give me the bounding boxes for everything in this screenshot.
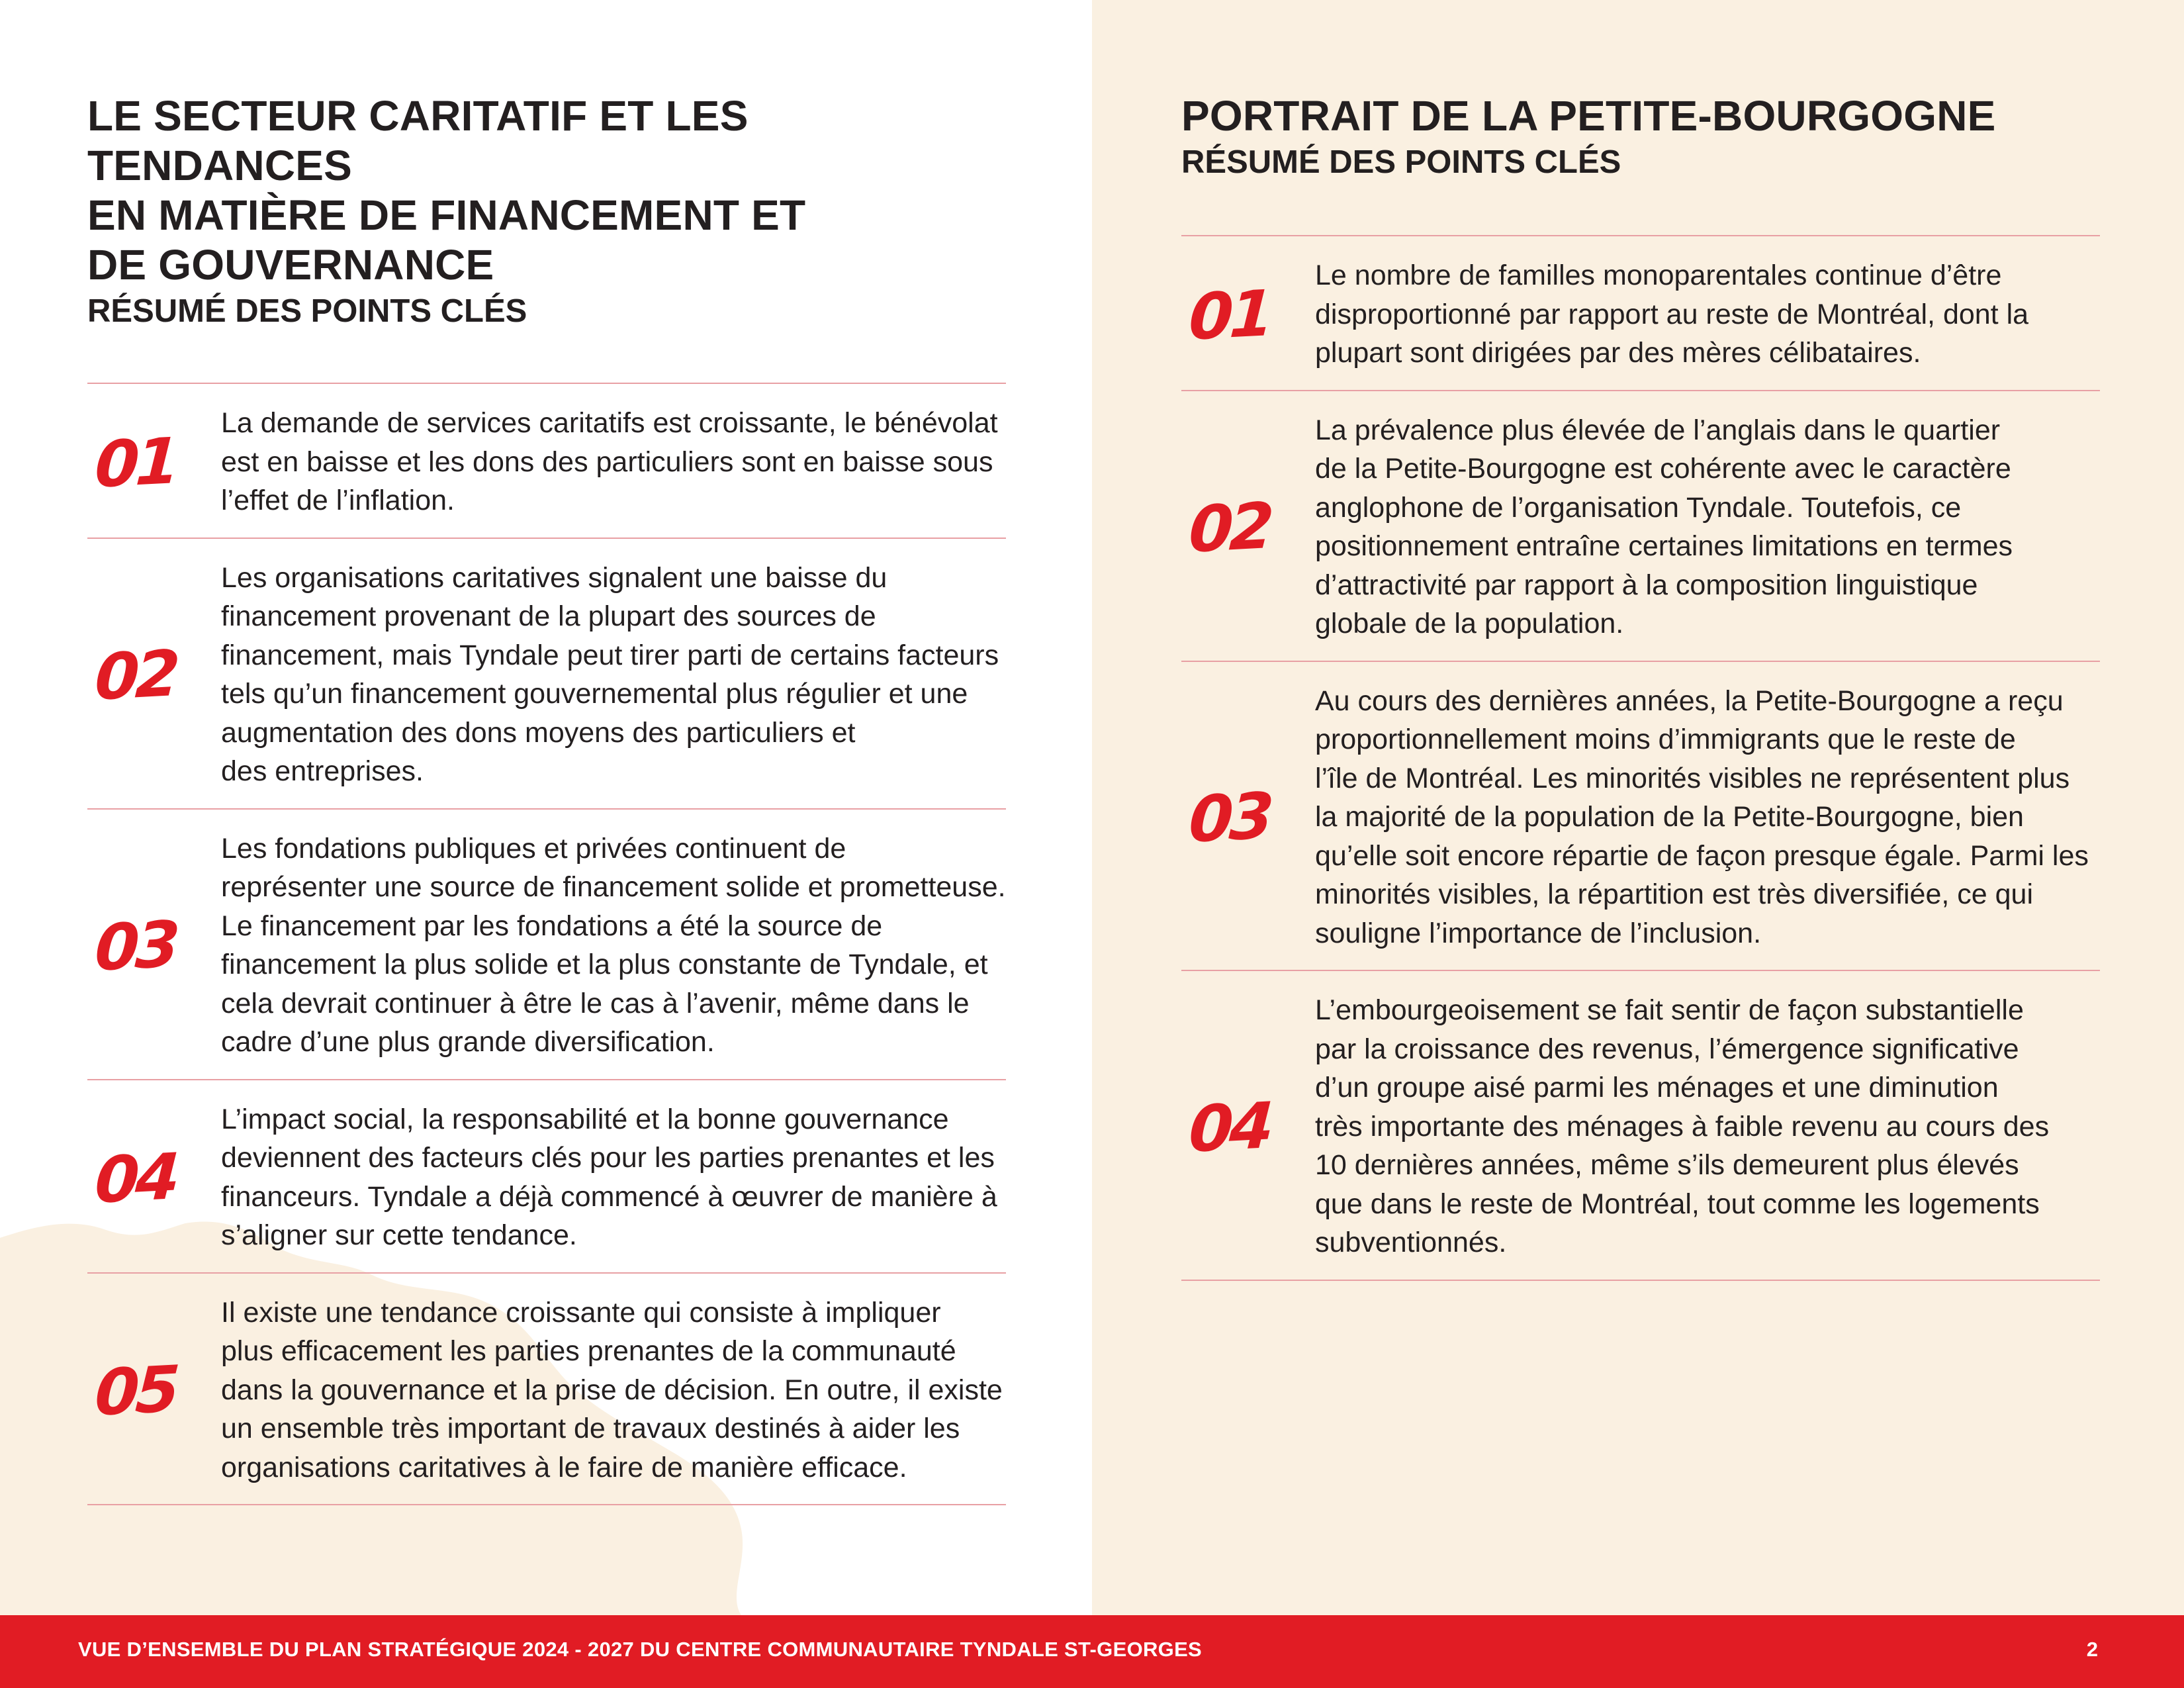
- point-number: 04: [1187, 1088, 1272, 1167]
- right-key-point: [1181, 391, 2100, 662]
- point-number: 04: [93, 1139, 178, 1218]
- right-key-point: [1181, 662, 2100, 972]
- left-key-point: [87, 810, 1006, 1080]
- point-number: 03: [1187, 778, 1272, 857]
- left-key-point: [87, 384, 1006, 539]
- right-key-points-list: [1181, 235, 2100, 1281]
- point-number: 02: [93, 636, 178, 715]
- point-number: 05: [93, 1352, 178, 1430]
- left-key-point: [87, 1274, 1006, 1506]
- point-text: Au cours des dernières années, la Petite-Bourgogne a reçu proportionnellement moins d’immigrants que le reste de l’île de Montréal. Les minorités visibles ne représentent plus la majorité de la population de la Petite-Bourgogne, bien qu’elle soit encore répartie de façon presque égale. Parmi les minorités visibles, la répartition est très diversifiée, ce qui souligne l’importance de l’inclusion.: [1315, 684, 2089, 949]
- left-key-point: [87, 539, 1006, 810]
- left-subtitle: RÉSUMÉ DES POINTS CLÉS: [87, 293, 527, 329]
- point-text: La demande de services caritatifs est croissante, le bénévolat est en baisse et les dons des particuliers sont en baisse sous l’effet de l’inflation.: [221, 407, 998, 516]
- point-text: L’embourgeoisement se fait sentir de façon substantielle par la croissance des revenus, l’émergence significative d’un groupe aisé parmi les ménages et une diminution très importante des ménages à faible revenu au cours des 10 dernières années, même s’ils demeurent plus élevés que dans le reste de Montréal, tout comme les logements subventionnés.: [1315, 994, 2050, 1258]
- right-key-point: [1181, 236, 2100, 391]
- point-text: L’impact social, la responsabilité et la bonne gouvernance deviennent des facteurs clés pour les parties prenantes et les financeurs. Tyndale a déjà commencé à œuvrer de manière à s’aligner sur cette tendance.: [221, 1103, 997, 1251]
- page-number: 2: [2086, 1638, 2098, 1661]
- footer-bar: [0, 1615, 2184, 1688]
- footer-title: VUE D’ENSEMBLE DU PLAN STRATÉGIQUE 2024 - 2027 DU CENTRE COMMUNAUTAIRE TYNDALE ST-GEORGES: [78, 1638, 1203, 1661]
- point-number: 02: [1187, 489, 1272, 567]
- point-number: 03: [93, 907, 178, 986]
- point-text: Les fondations publiques et privées continuent de représenter une source de financement solide et prometteuse. Le financement par les fondations a été la source de financement la plus solide et la plus constante de Tyndale, et cela devrait continuer à être le cas à l’avenir, même dans le cadre d’une plus grande diversification.: [221, 832, 1006, 1058]
- point-text: Il existe une tendance croissante qui consiste à impliquer plus efficacement les parties prenantes de la communauté dans la gouvernance et la prise de décision. En outre, il existe un ensemble très important de travaux destinés à aider les organisations caritatives à le faire de manière efficace.: [221, 1296, 1003, 1483]
- left-column: [87, 91, 1006, 1505]
- right-column: [1181, 91, 2100, 1281]
- point-number: 01: [1187, 276, 1272, 355]
- right-key-point: [1181, 971, 2100, 1281]
- point-text: La prévalence plus élevée de l’anglais dans le quartier de la Petite-Bourgogne est cohérente avec le caractère anglophone de l’organisation Tyndale. Toutefois, ce positionnement entraîne certaines limitations en termes d’attractivité par rapport à la composition linguistique globale de la population.: [1315, 414, 2013, 639]
- right-title: PORTRAIT DE LA PETITE-BOURGOGNE: [1181, 92, 1996, 140]
- left-key-points-list: [87, 383, 1006, 1505]
- point-text: Les organisations caritatives signalent une baisse du financement provenant de la plupart des sources de financement, mais Tyndale peut tirer parti de certains facteurs tels qu’un financement gouvernemental plus régulier et une augmentation des dons moyens des particuliers et des entreprises.: [221, 561, 999, 787]
- point-text: Le nombre de familles monoparentales continue d’être disproportionné par rapport au reste de Montréal, dont la plupart sont dirigées par des mères célibataires.: [1315, 259, 2029, 369]
- point-number: 01: [93, 424, 178, 502]
- right-subtitle: RÉSUMÉ DES POINTS CLÉS: [1181, 144, 1621, 180]
- left-key-point: [87, 1080, 1006, 1274]
- left-title: LE SECTEUR CARITATIF ET LES TENDANCES EN MATIÈRE DE FINANCEMENT ET DE GOUVERNANCE: [87, 92, 806, 289]
